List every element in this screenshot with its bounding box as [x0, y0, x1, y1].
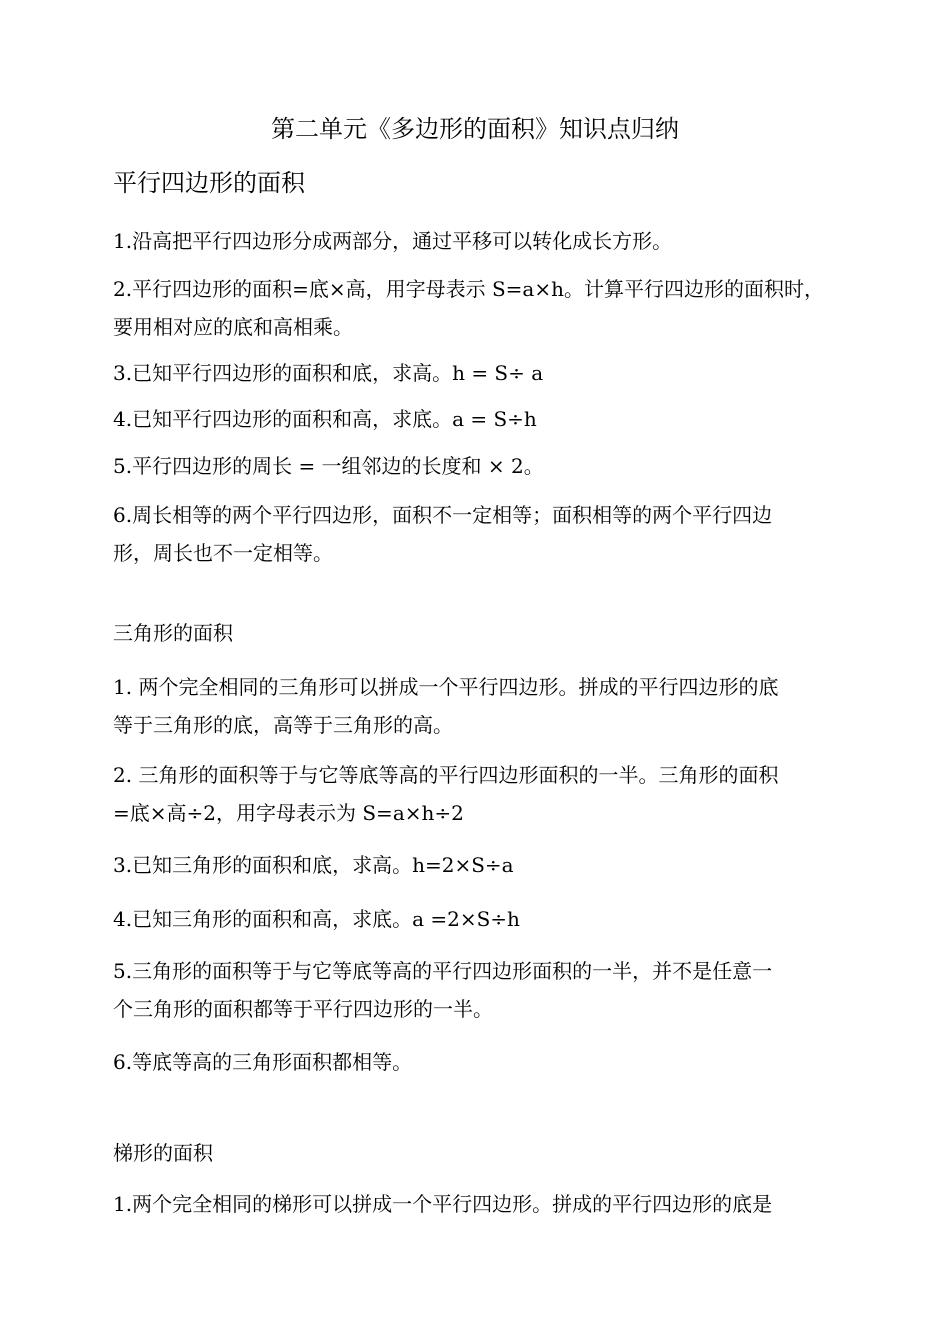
- item-line: 4.已知平行四边形的面积和高，求底。a = S÷h: [113, 407, 537, 431]
- item-line: 6.等底等高的三角形面积都相等。: [113, 1050, 413, 1074]
- item-line: 形，周长也不一定相等。: [113, 541, 333, 565]
- trapezoid-item-1: [113, 1185, 863, 1223]
- item-line: 等于三角形的底，高等于三角形的高。: [113, 713, 453, 737]
- item-line: 6.周长相等的两个平行四边形，面积不一定相等；面积相等的两个平行四边: [113, 503, 773, 527]
- section-heading-trapezoid: 梯形的面积: [113, 1141, 213, 1165]
- item-line: 要用相对应的底和高相乘。: [113, 315, 353, 339]
- item-line: 3.已知三角形的面积和底，求高。h=2×S÷a: [113, 853, 514, 877]
- triangle-item-1: [113, 668, 863, 744]
- section-heading-parallelogram: 平行四边形的面积: [113, 169, 305, 197]
- parallelogram-item-2: [113, 270, 863, 346]
- triangle-item-3: [113, 846, 863, 884]
- item-line: 5.三角形的面积等于与它等底等高的平行四边形面积的一半，并不是任意一: [113, 959, 773, 983]
- triangle-item-2: [113, 756, 863, 832]
- parallelogram-item-4: [113, 400, 863, 438]
- triangle-item-6: [113, 1043, 863, 1081]
- item-line: 1.沿高把平行四边形分成两部分，通过平移可以转化成长方形。: [113, 229, 673, 253]
- parallelogram-item-1: [113, 222, 863, 260]
- document-title: 第二单元《多边形的面积》知识点归纳: [271, 115, 679, 143]
- item-line: 个三角形的面积都等于平行四边形的一半。: [113, 997, 493, 1021]
- parallelogram-item-6: [113, 496, 863, 572]
- item-line: 1. 两个完全相同的三角形可以拼成一个平行四边形。拼成的平行四边形的底: [113, 675, 779, 699]
- parallelogram-item-5: [113, 447, 863, 485]
- item-line: 3.已知平行四边形的面积和底，求高。h = S÷ a: [113, 361, 544, 385]
- item-line: 5.平行四边形的周长 = 一组邻边的长度和 × 2。: [113, 454, 544, 478]
- item-line: =底×高÷2，用字母表示为 S=a×h÷2: [113, 801, 464, 825]
- item-line: 4.已知三角形的面积和高，求底。a =2×S÷h: [113, 907, 520, 931]
- triangle-item-5: [113, 952, 863, 1028]
- item-line: 2.平行四边形的面积=底×高，用字母表示 S=a×h。计算平行四边形的面积时，: [113, 277, 824, 301]
- parallelogram-item-3: [113, 354, 863, 392]
- item-line: 2. 三角形的面积等于与它等底等高的平行四边形面积的一半。三角形的面积: [113, 763, 779, 787]
- item-line: 1.两个完全相同的梯形可以拼成一个平行四边形。拼成的平行四边形的底是: [113, 1192, 773, 1216]
- section-heading-triangle: 三角形的面积: [113, 621, 233, 645]
- triangle-item-4: [113, 900, 863, 938]
